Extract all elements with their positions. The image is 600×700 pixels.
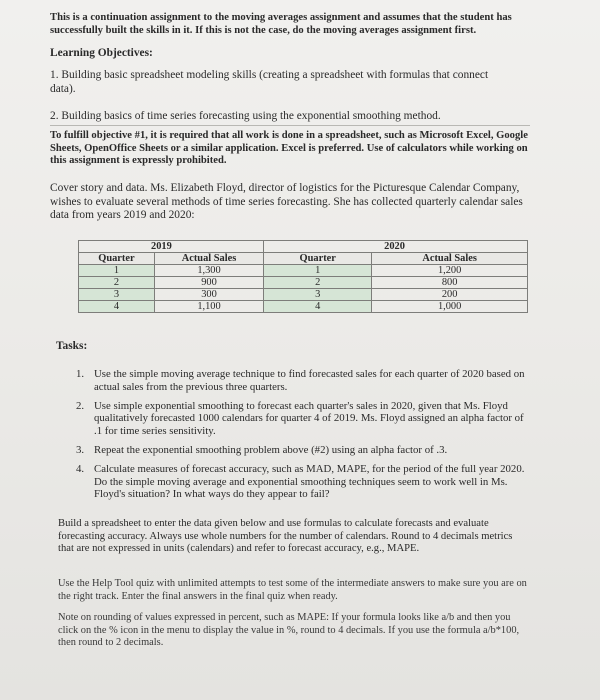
task-number: 4.	[76, 462, 85, 475]
sales-cell: 1,200	[372, 265, 528, 277]
quarter-cell: 4	[264, 301, 372, 313]
spreadsheet-requirement: To fulfill objective #1, it is required that all work is done in a spreadsheet, such as Microsoft Excel, Google Sheets, OpenOffice Sheets or a similar application. Excel is preferred. Use of calculators while working on this assignment is expressly prohibited.	[50, 130, 528, 167]
year-2019-label: 2019	[79, 241, 264, 253]
task-item	[76, 400, 526, 438]
quarter-cell: 1	[79, 265, 155, 277]
quarter-cell: 1	[264, 265, 372, 277]
intro-paragraph: This is a continuation assignment to the moving averages assignment and assumes that the student has successfully built the skills in it. If this is not the case, do the moving averages assignment first.	[50, 12, 512, 36]
table-row	[79, 265, 528, 277]
objectives-heading: Learning Objectives:	[50, 47, 153, 59]
cover-story: Cover story and data. Ms. Elizabeth Floyd, director of logistics for the Picturesque Calendar Company, wishes to evaluate several methods of time series forecasting. She has collected quarterly calendar sales data from years 2019 and 2020:	[50, 182, 523, 222]
sales-cell: 900	[154, 277, 263, 289]
sales-cell: 1,300	[154, 265, 263, 277]
task-text: Use simple exponential smoothing to forecast each quarter's sales in 2020, given that Ms. Floyd qualitatively forecasted 1000 calendars for quarter 4 of 2019. Ms. Floyd assigned an alpha factor of .1 for time series sensitivity.	[94, 399, 524, 438]
table-row	[79, 289, 528, 301]
quarter-cell: 2	[79, 277, 155, 289]
task-number: 3.	[76, 443, 85, 456]
quarter-cell: 2	[264, 277, 372, 289]
task-number: 2.	[76, 399, 85, 412]
quarter-cell: 4	[79, 301, 155, 313]
task-number: 1.	[76, 368, 85, 380]
sales-cell: 300	[154, 289, 263, 301]
header-quarter-2020: Quarter	[264, 253, 372, 265]
header-sales-2019: Actual Sales	[154, 253, 263, 265]
task-text: Repeat the exponential smoothing problem above (#2) using an alpha factor of .3.	[94, 443, 448, 456]
quarter-cell: 3	[264, 289, 372, 301]
sales-table	[78, 240, 528, 313]
year-2020-label: 2020	[264, 241, 528, 253]
sales-cell: 800	[372, 277, 528, 289]
task-list	[76, 368, 526, 507]
task-item	[76, 463, 526, 501]
sales-cell: 200	[372, 289, 528, 301]
table-row	[79, 277, 528, 289]
table-row	[79, 301, 528, 313]
rounding-note: Note on rounding of values expressed in percent, such as MAPE: If your formula looks like a/b and then you click on the % icon in the menu to display the value in %, round to 4 decimals. If you use the formula a/b*100, then round to 2 decimals.	[58, 612, 520, 649]
sales-cell: 1,000	[372, 301, 528, 313]
task-item	[76, 368, 526, 394]
quarter-cell: 3	[79, 289, 155, 301]
objective-2: 2. Building basics of time series forecasting using the exponential smoothing method.	[50, 110, 441, 122]
tasks-heading: Tasks:	[56, 340, 88, 352]
help-tool-note: Use the Help Tool quiz with unlimited attempts to test some of the intermediate answers to make sure you are on the right track. Enter the final answers in the final quiz when ready.	[58, 578, 527, 602]
task-text: Calculate measures of forecast accuracy, such as MAD, MAPE, for the period of the full year 2020. Do the simple moving average and exponential smoothing techniques seem to work well in Ms. Floyd's situation? In what ways do they appear to fail?	[94, 462, 525, 501]
task-item	[76, 444, 526, 457]
header-quarter-2019: Quarter	[79, 253, 155, 265]
sales-cell: 1,100	[154, 301, 263, 313]
objective-1: 1. Building basic spreadsheet modeling skills (creating a spreadsheet with formulas that connect data).	[50, 69, 489, 95]
divider	[50, 125, 530, 126]
build-instructions: Build a spreadsheet to enter the data given below and use formulas to calculate forecasts and evaluate forecasting accuracy. Always use whole numbers for the number of calendars. Round to 4 decimals metrics that are not expressed in units (calendars) and refer to forecast accuracy, e.g., MAPE.	[58, 518, 513, 555]
task-text: Use the simple moving average technique to find forecasted sales for each quarter of 2020 based on actual sales from the previous three quarters.	[94, 368, 525, 393]
header-sales-2020: Actual Sales	[372, 253, 528, 265]
